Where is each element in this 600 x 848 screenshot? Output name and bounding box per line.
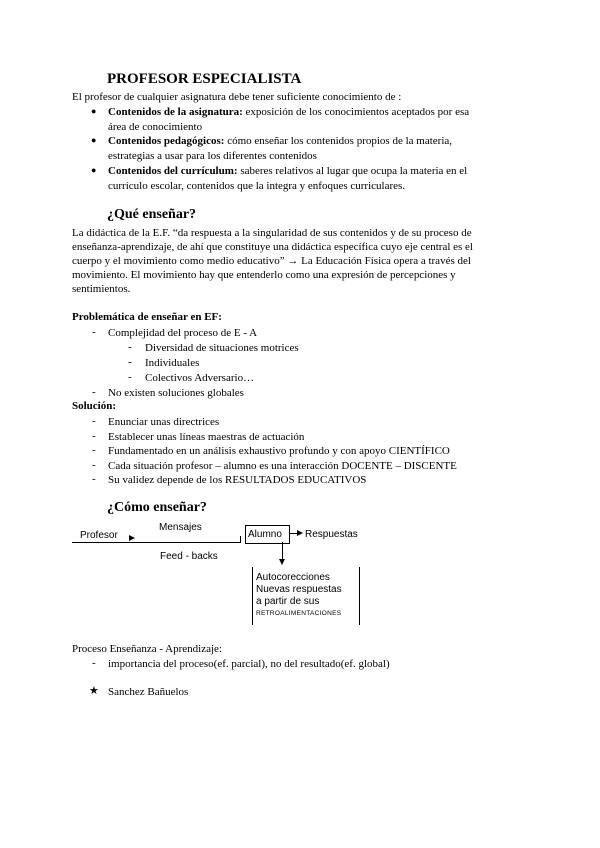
paragraph-line: sentimientos. — [72, 283, 131, 295]
diagram-feedback-label: Feed - backs — [160, 551, 218, 562]
list-item: Enunciar unas directrices — [108, 416, 220, 428]
list-item-term: Contenidos del currículum: — [108, 165, 238, 177]
bullet-icon: ● — [91, 135, 97, 145]
section-heading-que: ¿Qué enseñar? — [107, 207, 197, 222]
dash-icon: - — [92, 473, 96, 485]
dash-icon: - — [92, 459, 96, 471]
list-item-continuation: currículo escolar, contenidos que la integra y enfoques curriculares. — [108, 180, 406, 192]
sub-list-item: Diversidad de situaciones motrices — [145, 342, 299, 354]
diagram-alumno-label: Alumno — [248, 529, 282, 540]
dash-icon: - — [92, 444, 96, 456]
section-heading-como: ¿Cómo enseñar? — [107, 500, 207, 515]
sub-list-item: Individuales — [145, 357, 200, 369]
diagram-profesor-label: Profesor — [80, 530, 118, 541]
section-heading-solucion: Solución: — [72, 400, 117, 412]
arrow-right-icon — [297, 530, 303, 536]
bullet-icon: ● — [91, 165, 97, 175]
paragraph-line: enseñanza-aprendizaje, de ahí que constituye una didáctica específica cuyo eje central es el — [72, 241, 473, 253]
list-item-text: exposición de los conocimientos aceptados por esa — [242, 106, 470, 118]
list-item: importancia del proceso(ef. parcial), no del resultado(ef. global) — [108, 658, 390, 670]
paragraph-line: cuerpo y el movimiento como medio educativo” → La Educación Física opera a través del — [72, 255, 471, 267]
diagram-box-small-caps: RETROALIMENTACIONES — [256, 610, 342, 617]
list-item — [108, 164, 467, 178]
list-item-term: Contenidos de la asignatura: — [108, 106, 243, 118]
diagram-box-line: a partir de sus — [256, 596, 320, 607]
arrow-down-icon — [279, 559, 285, 565]
dash-icon: - — [128, 356, 132, 368]
list-item-term: Contenidos pedagógicos: — [108, 135, 225, 147]
diagram-tick — [240, 536, 241, 543]
dash-icon: - — [92, 386, 96, 398]
list-item: Complejidad del proceso de E - A — [108, 327, 258, 339]
paragraph-line: movimiento. El movimiento hay que entenderlo como una expresión de percepciones y — [72, 269, 456, 281]
section-heading-problematica: Problemática de enseñar en EF: — [72, 311, 222, 323]
diagram-down-line — [282, 542, 283, 560]
dash-icon: - — [92, 430, 96, 442]
reference-text: Sanchez Bañuelos — [108, 686, 189, 698]
dash-icon: - — [92, 415, 96, 427]
proceso-heading: Proceso Enseñanza - Aprendizaje: — [72, 643, 222, 655]
page-title: PROFESOR ESPECIALISTA — [107, 71, 302, 87]
star-icon: ★ — [89, 685, 99, 697]
arrow-right-icon — [129, 535, 135, 541]
list-item-text: cómo enseñar los contenidos propios de la materia, — [224, 135, 453, 147]
diagram-box-line: Nuevas respuestas — [256, 584, 342, 595]
list-item-continuation: área de conocimiento — [108, 121, 203, 133]
sub-list-item: Colectivos Adversario… — [145, 372, 255, 384]
diagram-arrow-line — [72, 542, 240, 543]
diagram-mensajes-label: Mensajes — [159, 522, 202, 533]
dash-icon: - — [92, 326, 96, 338]
list-item: No existen soluciones globales — [108, 387, 244, 399]
dash-icon: - — [128, 371, 132, 383]
diagram-box-right-border — [359, 567, 360, 625]
list-item — [108, 105, 469, 119]
diagram-box-left-border — [252, 567, 253, 625]
list-item — [108, 134, 452, 148]
list-item-continuation: estrategias a usar para los diferentes contenidos — [108, 150, 317, 162]
dash-icon: - — [92, 657, 96, 669]
bullet-icon: ● — [91, 106, 97, 116]
dash-icon: - — [128, 341, 132, 353]
list-item: Cada situación profesor – alumno es una interacción DOCENTE – DISCENTE — [108, 460, 457, 472]
diagram-respuestas-label: Respuestas — [305, 529, 358, 540]
paragraph-line: La didáctica de la E.F. “da respuesta a la singularidad de sus contenidos y de su proceso de — [72, 227, 472, 239]
list-item-text: saberes relativos al lugar que ocupa la materia en el — [237, 165, 468, 177]
list-item: Fundamentado en un análisis exhaustivo profundo y con apoyo CIENTÍFICO — [108, 445, 450, 457]
diagram-box-line: Autocorecciones — [256, 572, 330, 583]
list-item: Su validez depende de los RESULTADOS EDUCATIVOS — [108, 474, 367, 486]
intro-text: El profesor de cualquier asignatura debe tener suficiente conocimiento de : — [72, 91, 402, 103]
list-item: Establecer unas líneas maestras de actuación — [108, 431, 305, 443]
